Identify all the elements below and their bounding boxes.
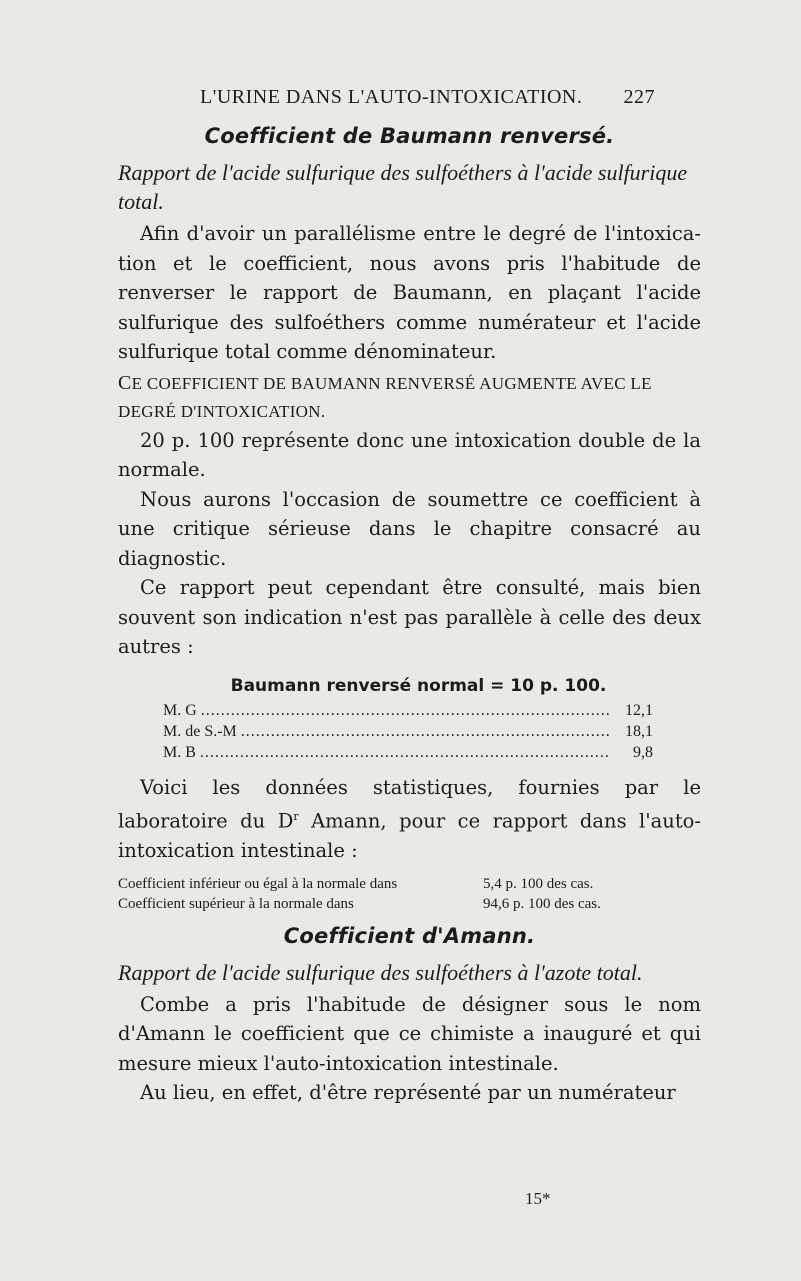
paragraph: 20 p. 100 représente donc une intoxication double de la normale. [118, 428, 701, 481]
leader-dots [200, 742, 611, 763]
row-value: 18,1 [625, 722, 653, 740]
row-label: M. de S.-M [163, 722, 237, 740]
section-subtitle-baumann: Rapport de l'acide sulfurique des sulfoéthers à l'acide sulfurique total. [118, 160, 688, 214]
statistics-list [118, 874, 701, 914]
stat-label: Coefficient inférieur ou égal à la normale dans [118, 875, 398, 892]
paragraph [118, 773, 701, 866]
paragraph: Ce rapport peut cependant être consulté, mais bien souvent son indication n'est pas parallèle à celle des deux autres : [118, 576, 701, 658]
table-row [163, 700, 653, 721]
stats-intro-a: Voici les données statistiques, fournies par le laboratoire du D [118, 775, 701, 833]
section-title-amann: Coefficient d'Amann. [283, 923, 536, 948]
key-statement: CE COEFFICIENT DE BAUMANN RENVERSÉ AUGMENTE AVEC LE DEGRÉ D'INTOXICATION. [118, 371, 652, 421]
page-number: 227 [623, 86, 655, 108]
leader-dots [241, 721, 611, 742]
stats-intro-sup: r [293, 810, 299, 823]
stat-label: Coefficient supérieur à la normale dans [118, 895, 354, 912]
running-title: L'URINE DANS L'AUTO-INTOXICATION. [200, 86, 583, 108]
section-title-baumann: Coefficient de Baumann renversé. [204, 124, 615, 148]
leader-dots [201, 700, 611, 721]
stats-intro-b: Amann, pour ce rapport dans l'auto-intoxication intestinale : [118, 809, 701, 862]
row-value: 9,8 [633, 743, 653, 761]
table-row [163, 742, 653, 763]
row-value: 12,1 [625, 701, 653, 719]
row-label: M. G [163, 701, 197, 719]
paragraph: Au lieu, en effet, d'être représenté par un numérateur [140, 1081, 676, 1104]
page-body [118, 124, 701, 1108]
section-subtitle-amann: Rapport de l'acide sulfurique des sulfoéthers à l'azote total. [118, 959, 643, 985]
stat-value: 5,4 p. 100 des cas. [483, 875, 594, 892]
stat-value: 94,6 p. 100 des cas. [483, 895, 601, 912]
row-label: M. B [163, 743, 196, 761]
list-item [118, 874, 701, 894]
paragraph: Afin d'avoir un parallélisme entre le degré de l'intoxica-tion et le coefficient, nous avons pris l'habitude de renverser le rapport de Baumann, en plaçant l'acide sulfurique des sulfoéthers comme numérateur et l'acide sulfurique total comme dénominateur. [118, 222, 701, 363]
paragraph: Nous aurons l'occasion de soumettre ce coefficient à une critique sérieuse dans le chapitre consacré au diagnostic. [118, 487, 701, 570]
table-row [163, 721, 653, 742]
table-heading: Baumann renversé normal = 10 p. 100. [230, 675, 607, 696]
paragraph: Combe a pris l'habitude de désigner sous le nom d'Amann le coefficient que ce chimiste a inauguré et qui mesure mieux l'auto-intoxication intestinale. [118, 992, 701, 1075]
values-table [163, 700, 653, 763]
list-item [118, 894, 701, 914]
signature-mark: 15* [525, 1189, 551, 1208]
